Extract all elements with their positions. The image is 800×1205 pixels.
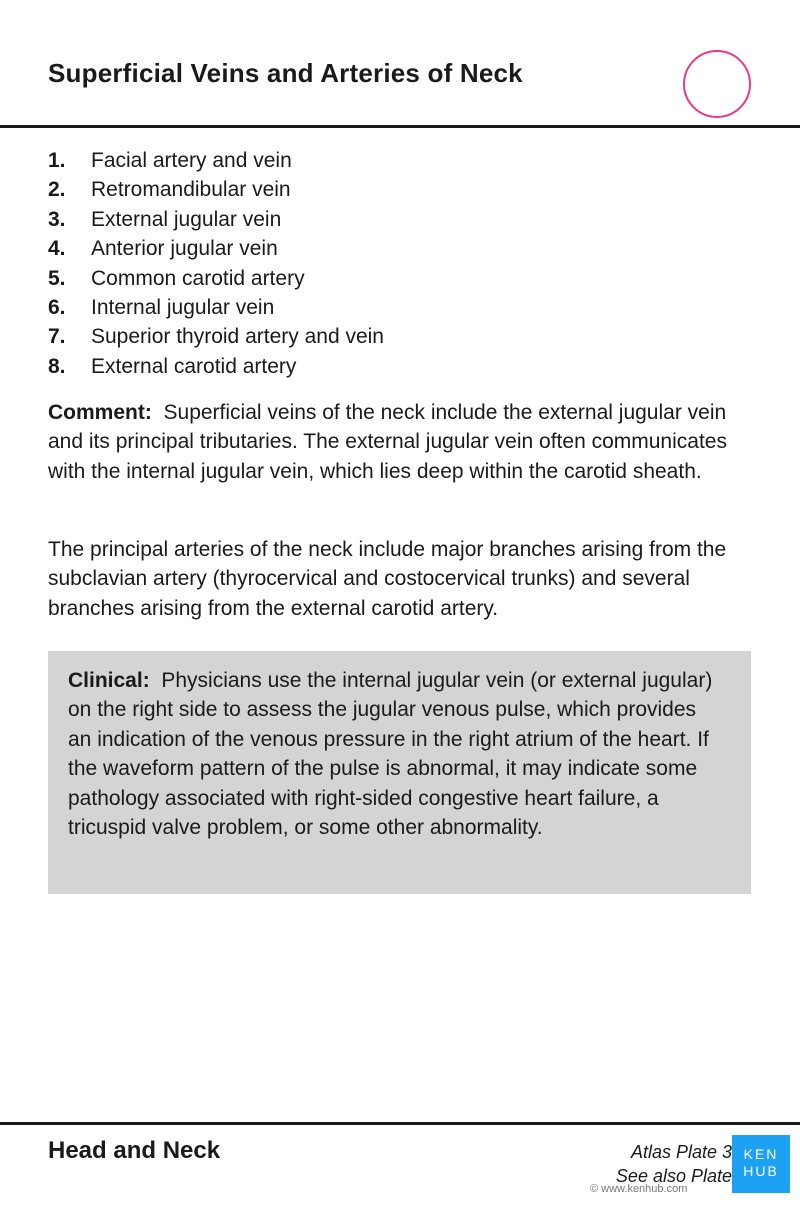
clinical-text: Physicians use the internal jugular vein (or external jugular) on the right side to assess the jugular venous pulse, which provides an indication of the venous pressure in the right atrium of the heart. If the waveform pattern of the pulse is abnormal, it may indicate some pathology associated with right-sided congestive heart failure, a tricuspid valve problem, or some other abnormality. (68, 669, 713, 840)
kenhub-logo[interactable] (732, 1135, 790, 1193)
comment-label: Comment: (48, 401, 152, 424)
atlas-plate-reference: Atlas Plate 3 (630, 1142, 732, 1162)
list-item-label: Retromandibular vein (91, 178, 291, 202)
list-item-number: 7. (48, 325, 66, 349)
clinical-paragraph (68, 666, 718, 842)
list-item-label: External jugular vein (91, 207, 282, 231)
list-item-label: Superior thyroid artery and vein (91, 325, 384, 349)
list-item-number: 5. (48, 266, 66, 290)
list-item-label: Common carotid artery (91, 266, 305, 290)
arteries-paragraph: The principal arteries of the neck include major branches arising from the subclavian artery (thyrocervical and costocervical trunks) and several branches arising from the external carotid artery. (48, 538, 727, 620)
list-item (48, 234, 384, 263)
list-item-number: 8. (48, 354, 66, 378)
comment-text: Superficial veins of the neck include the external jugular vein and its principal tributaries. The external jugular vein often communicates with the internal jugular vein, which lies deep within the carotid sheath. (48, 401, 727, 483)
list-item-number: 4. (48, 237, 66, 261)
list-item (48, 146, 384, 175)
page-title: Superficial Veins and Arteries of Neck (48, 58, 523, 88)
page-header (0, 0, 800, 128)
logo-line-1: KEN (743, 1146, 779, 1162)
header-divider (0, 125, 800, 128)
list-item-label: Facial artery and vein (91, 149, 292, 172)
list-item (48, 322, 384, 351)
list-item (48, 175, 384, 204)
list-item (48, 264, 384, 293)
see-also-reference: See also Plate (615, 1166, 732, 1186)
list-item (48, 293, 384, 322)
plate-references (616, 1140, 732, 1188)
footer-divider (0, 1122, 800, 1125)
section-title: Head and Neck (48, 1137, 221, 1164)
list-item-number: 1. (48, 149, 66, 172)
clinical-label: Clinical: (68, 669, 150, 692)
circle-icon (683, 50, 751, 118)
logo-line-2: HUB (743, 1163, 779, 1179)
list-item-label: External carotid artery (91, 354, 297, 378)
list-item-number: 6. (48, 296, 66, 320)
clinical-box (48, 651, 751, 894)
list-item-number: 2. (48, 178, 66, 202)
copyright-text: © www.kenhub.com (590, 1183, 688, 1195)
list-item (48, 205, 384, 234)
list-item (48, 352, 384, 381)
comment-paragraph (48, 398, 758, 486)
list-item-number: 3. (48, 207, 66, 231)
structure-list (48, 146, 384, 381)
list-item-label: Anterior jugular vein (91, 237, 278, 261)
list-item-label: Internal jugular vein (91, 296, 275, 320)
